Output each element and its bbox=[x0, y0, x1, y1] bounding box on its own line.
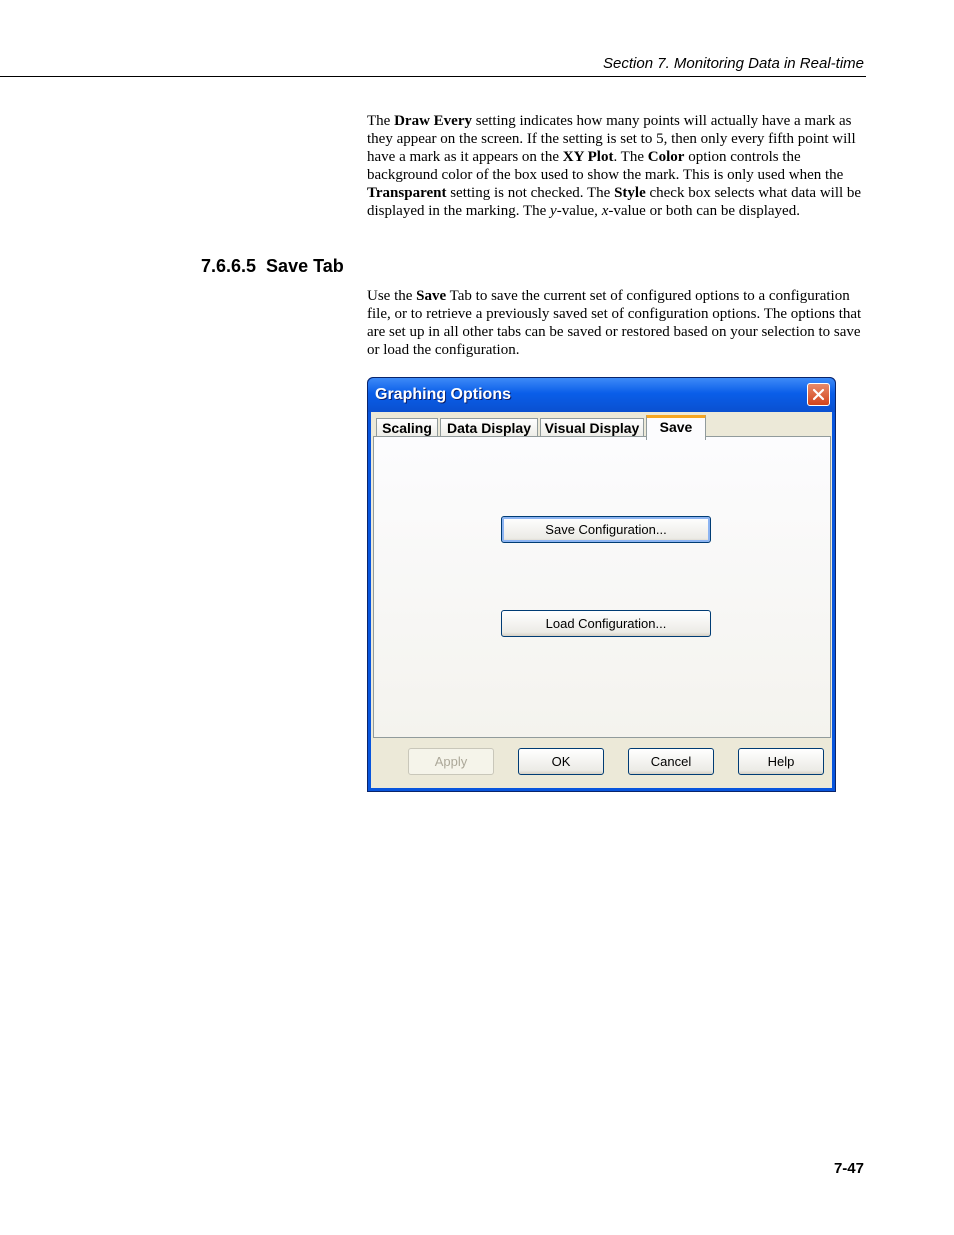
load-configuration-button[interactable]: Load Configuration... bbox=[501, 610, 711, 637]
close-icon bbox=[812, 388, 825, 401]
term-xy-plot: XY Plot bbox=[562, 149, 614, 165]
apply-button[interactable]: Apply bbox=[408, 748, 494, 775]
term-draw-every: Draw Every bbox=[394, 113, 472, 129]
save-tab-panel bbox=[373, 436, 831, 738]
header-rule bbox=[0, 76, 866, 77]
ok-button[interactable]: OK bbox=[518, 748, 604, 775]
help-button[interactable]: Help bbox=[738, 748, 824, 775]
dialog-client-area bbox=[371, 412, 832, 788]
section-title: Save Tab bbox=[266, 256, 344, 276]
tab-data-display[interactable]: Data Display bbox=[440, 418, 538, 438]
save-configuration-button[interactable]: Save Configuration... bbox=[501, 516, 711, 543]
running-header: Section 7. Monitoring Data in Real-time bbox=[603, 55, 864, 72]
tab-scaling[interactable]: Scaling bbox=[376, 418, 438, 438]
intro-paragraph: The Draw Every setting indicates how many points will actually have a mark as they appear on the screen. If the setting is set to 5, then only every fifth point will have a mark as it appears on the XY Plot. The Color option controls the background color of the box used to show the mark. This is only used when the Transparent setting is not checked. The Style check box selects what data will be displayed in the marking. The y-value, x-value or both can be displayed. bbox=[367, 113, 862, 219]
dialog-titlebar[interactable] bbox=[368, 378, 835, 412]
dialog-title: Graphing Options bbox=[375, 386, 511, 403]
term-color: Color bbox=[647, 149, 685, 165]
cancel-button[interactable]: Cancel bbox=[628, 748, 714, 775]
section-heading bbox=[201, 256, 344, 277]
page-number: 7-47 bbox=[833, 1160, 864, 1177]
tab-visual-display[interactable]: Visual Display bbox=[540, 418, 644, 438]
section-number: 7.6.6.5 bbox=[201, 256, 257, 276]
save-tab-paragraph: Use the Save Tab to save the current set of configured options to a configuration file, or to retrieve a previously saved set of configuration options. The options that are set up in all other tabs can be saved or restored based on your selection to save or load the configuration. bbox=[367, 288, 862, 358]
close-button[interactable] bbox=[807, 383, 830, 406]
term-style: Style bbox=[614, 185, 646, 201]
tab-save[interactable]: Save bbox=[646, 415, 706, 440]
term-transparent: Transparent bbox=[367, 185, 447, 201]
graphing-options-dialog bbox=[367, 377, 836, 792]
term-save: Save bbox=[416, 288, 447, 304]
